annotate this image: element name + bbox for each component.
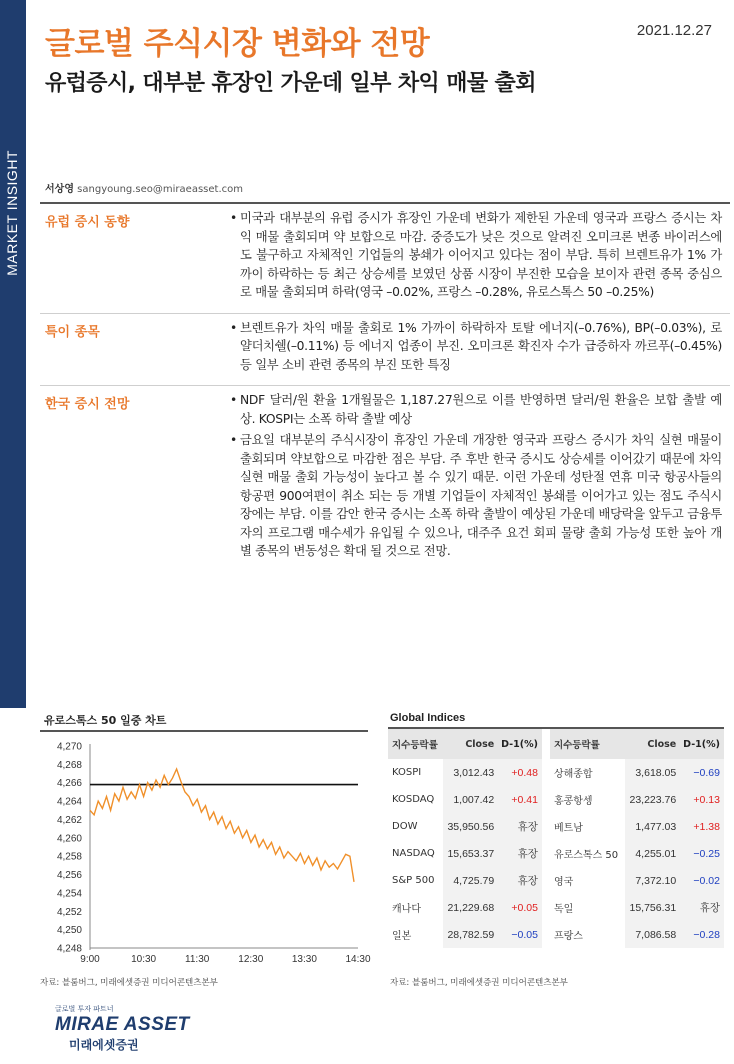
x-tick-label: 11:30 <box>185 954 210 965</box>
table-row <box>388 894 724 921</box>
table-row <box>388 867 724 894</box>
index-change: +1.38 <box>679 813 724 840</box>
index-close: 15,653.37 <box>443 840 498 867</box>
section-notable-stocks <box>40 314 730 387</box>
index-name: KOSPI <box>392 767 422 778</box>
index-change: 휴장 <box>497 840 542 867</box>
y-tick-label: 4,250 <box>56 925 82 937</box>
commentary-sections <box>40 202 730 572</box>
index-name: 영국 <box>553 877 574 888</box>
y-tick-label: 4,260 <box>56 833 82 845</box>
indices-source: 자료: 블룸버그, 미래에셋증권 미디어콘텐츠본부 <box>390 978 568 988</box>
bullet-text: • 미국과 대부분의 유럽 증시가 휴장인 가운데 변화가 제한된 가운데 영국과 프랑스 증시는 차익 매물 출회되며 약 보합으로 마감. 중증도가 낮은 것으로 알려진 오미크론 변종 바이러스에도 불구하고 자체적인 기업들의 봉쇄가 이어지고 있다는 점이 부담. 특히 브렌트유가 1% 가까이 하락하는 등 최근 상승세를 보였던 상품 시장이 부진한 모습을 보이자 관련 종목 중심으로 매물 출회되며 하락(영국 –0.02%, 프랑스 –0.28%, 유로스톡스 50 –0.25%) <box>230 209 722 302</box>
y-tick-label: 4,248 <box>56 943 82 955</box>
index-change: −0.02 <box>679 867 724 894</box>
index-name: DOW <box>392 821 418 832</box>
index-name: KOSDAQ <box>392 794 435 805</box>
table-row <box>388 840 724 867</box>
index-close: 21,229.68 <box>443 894 498 921</box>
x-tick-label: 13:30 <box>291 954 317 965</box>
index-close: 3,012.43 <box>443 759 498 786</box>
section-body <box>230 209 730 305</box>
index-name: 상해종합 <box>553 769 593 780</box>
bullet-text: • 금요일 대부분의 주식시장이 휴장인 가운데 개장한 영국과 프랑스 증시가 차익 실현 매물이 출회되며 약보합으로 마감한 점은 부담. 주 후반 한국 증시도 상승세를 이어갔기 때문에 차익 실현 매물 출회 가능성이 높다고 볼 수 있기 때문. 이런 가운데 성탄절 연휴 미국 항공사들의 항공편 900여편이 취소 되는 등 개별 기업들이 자체적인 봉쇄를 이어가고 있는 점도 주식시장에는 부담. 이를 감안 한국 증시는 소폭 하락 출발이 예상된 가운데 배당락을 앞두고 금융투자의 프로그램 매수세가 유입될 수 있으나, 대주주 요건 회피 물량 출회 가능성 또한 높아 개별 종목의 변동성은 확대 될 것으로 전망. <box>230 431 722 561</box>
header-close: Close <box>625 729 680 759</box>
index-name: 베트남 <box>553 823 583 834</box>
page-subtitle: 유럽증시, 대부분 휴장인 가운데 일부 차익 매물 출회 <box>45 71 536 96</box>
section-label: 한국 증시 전망 <box>45 397 130 412</box>
section-label: 유럽 증시 동향 <box>45 215 130 230</box>
indices-title: Global Indices <box>388 710 724 729</box>
logo-brand-korean: 미래에셋증권 <box>69 1038 139 1052</box>
index-change: −0.69 <box>679 759 724 786</box>
table-row <box>388 813 724 840</box>
sidebar-label: MARKET INSIGHT <box>4 150 20 276</box>
index-change: +0.13 <box>679 786 724 813</box>
indices-body <box>388 759 724 948</box>
chart-source: 자료: 블룸버그, 미래에셋증권 미디어콘텐츠본부 <box>40 978 218 988</box>
header-name: 지수등락률 <box>550 729 625 759</box>
section-europe <box>40 204 730 314</box>
index-close: 1,477.03 <box>625 813 680 840</box>
header-name: 지수등락률 <box>388 729 443 759</box>
index-name: 독일 <box>553 904 574 915</box>
x-tick-label: 9:00 <box>80 954 100 965</box>
index-close: 35,950.56 <box>443 813 498 840</box>
logo-tagline: 글로벌 투자 파트너 <box>55 1005 114 1013</box>
report-date: 2021.12.27 <box>636 22 712 39</box>
header-change: D-1(%) <box>497 729 542 759</box>
x-tick-label: 14:30 <box>345 954 371 965</box>
index-close: 23,223.76 <box>625 786 680 813</box>
section-body <box>230 391 730 564</box>
index-name: NASDAQ <box>392 848 435 859</box>
index-change: +0.05 <box>497 894 542 921</box>
table-row <box>388 921 724 948</box>
logo-brand: MIRAE ASSET <box>55 1014 190 1035</box>
index-close: 3,618.05 <box>625 759 680 786</box>
header-close: Close <box>443 729 498 759</box>
y-tick-label: 4,256 <box>56 870 82 882</box>
header-change: D-1(%) <box>679 729 724 759</box>
y-tick-label: 4,264 <box>56 796 82 808</box>
intraday-chart <box>40 710 371 972</box>
indices-header-row <box>388 729 724 759</box>
index-close: 4,725.79 <box>443 867 498 894</box>
author-email[interactable]: sangyoung.seo@miraeasset.com <box>77 184 243 195</box>
y-tick-label: 4,268 <box>56 759 82 771</box>
table-row <box>388 759 724 786</box>
company-logo <box>55 1004 190 1053</box>
author-line <box>45 180 243 195</box>
index-close: 7,372.10 <box>625 867 680 894</box>
index-change: +0.41 <box>497 786 542 813</box>
index-change: −0.25 <box>679 840 724 867</box>
chart-title: 유로스톡스 50 일중 차트 <box>40 710 368 732</box>
y-tick-label: 4,270 <box>56 741 82 753</box>
author-name: 서상영 <box>45 184 74 195</box>
index-close: 4,255.01 <box>625 840 680 867</box>
index-change: 휴장 <box>497 867 542 894</box>
index-name: 일본 <box>392 931 412 942</box>
index-change: 휴장 <box>679 894 724 921</box>
index-name: 홍콩항셍 <box>553 796 593 807</box>
section-body <box>230 319 730 378</box>
x-tick-label: 10:30 <box>131 954 157 965</box>
section-korea-outlook <box>40 386 730 572</box>
indices-table <box>388 729 724 948</box>
x-tick-label: 12:30 <box>238 954 264 965</box>
bullet-text: • NDF 달러/원 환율 1개월물은 1,187.27원으로 이를 반영하면 달러/원 환율은 보합 출발 예상. KOSPI는 소폭 하락 출발 예상 <box>230 391 722 428</box>
bullet-text: • 브렌트유가 차익 매물 출회로 1% 가까이 하락하자 토탈 에너지(–0.76%), BP(–0.03%), 로얄더치쉘(–0.11%) 등 에너지 업종이 부진. 오미크론 확진자 수가 급증하자 까르푸(–0.45%) 등 일부 소비 관련 종목의 부진 또한 특징 <box>230 319 722 375</box>
page-title: 글로벌 주식시장 변화와 전망 <box>45 26 430 62</box>
index-change: −0.05 <box>497 921 542 948</box>
index-name: 프랑스 <box>553 931 583 942</box>
index-change: 휴장 <box>497 813 542 840</box>
index-name: S&P 500 <box>392 875 435 886</box>
index-change: +0.48 <box>497 759 542 786</box>
index-change: −0.28 <box>679 921 724 948</box>
index-close: 1,007.42 <box>443 786 498 813</box>
index-close: 15,756.31 <box>625 894 680 921</box>
index-name: 캐나다 <box>392 904 421 915</box>
index-close: 28,782.59 <box>443 921 498 948</box>
y-tick-label: 4,252 <box>56 906 82 918</box>
chart-plot <box>40 734 371 972</box>
index-name: 유로스톡스 50 <box>553 850 619 861</box>
y-tick-label: 4,254 <box>56 888 82 900</box>
index-close: 7,086.58 <box>625 921 680 948</box>
y-tick-label: 4,266 <box>56 778 82 790</box>
section-label: 특이 종목 <box>45 324 100 340</box>
global-indices-panel <box>388 710 724 948</box>
table-row <box>388 786 724 813</box>
series-line <box>90 769 354 882</box>
y-tick-label: 4,258 <box>56 851 82 863</box>
sidebar-band <box>0 0 26 708</box>
y-tick-label: 4,262 <box>56 814 82 826</box>
